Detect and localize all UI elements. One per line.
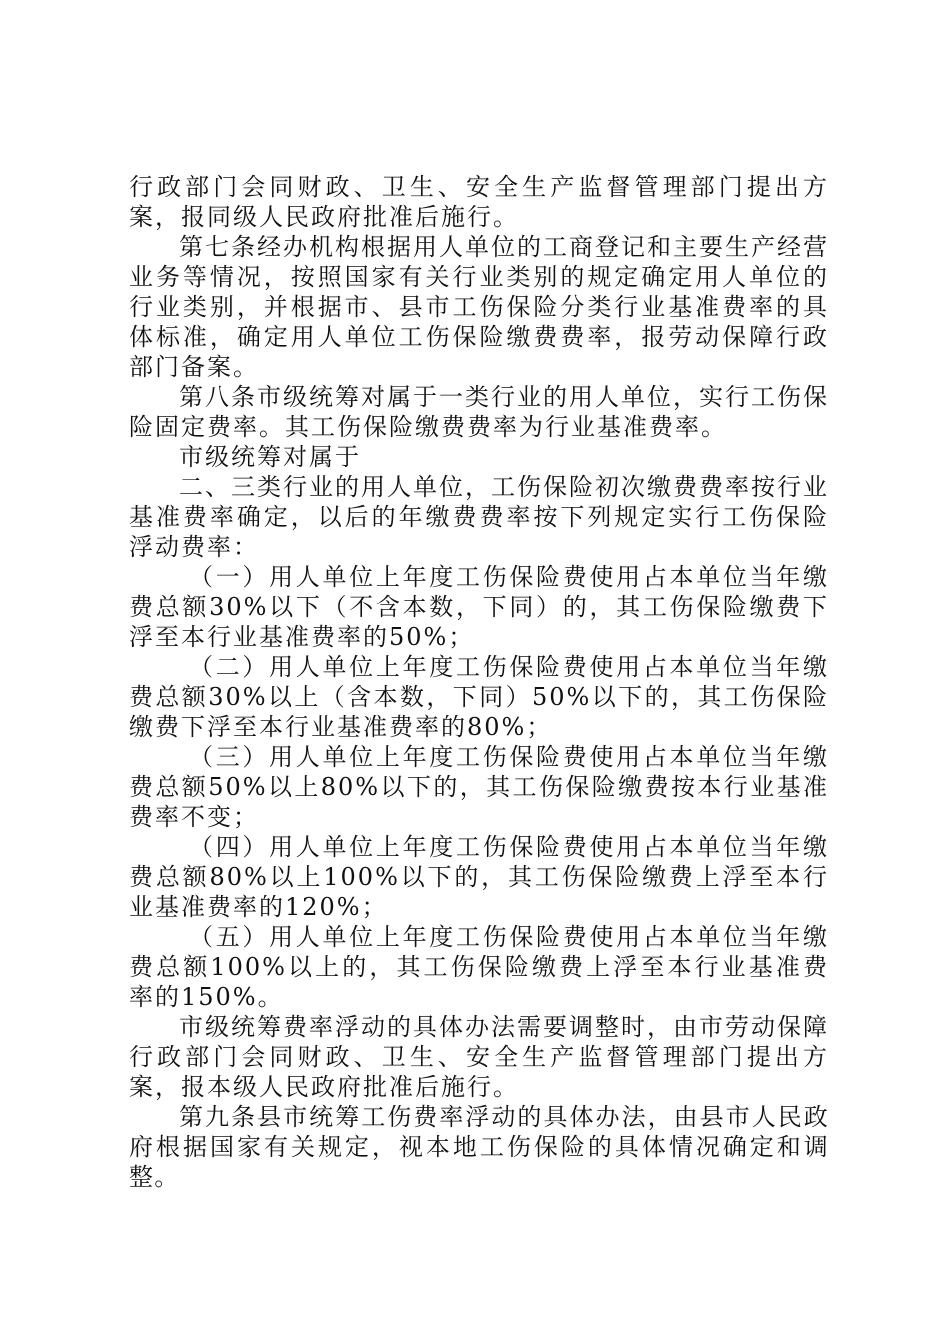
- paragraph-municipal-pooling: 市级统筹对属于: [179, 443, 361, 471]
- list-item-5: （五）用人单位上年度工伤保险费使用占本单位当年缴费总额100%以上的，其工伤保险缴费上浮至本行业基准费率的150%。: [129, 923, 829, 1011]
- document-body: [129, 172, 829, 1192]
- paragraph-class-2-3: 二、三类行业的用人单位，工伤保险初次缴费费率按行业基准费率确定，以后的年缴费费率按下列规定实行工伤保险浮动费率：: [129, 473, 829, 561]
- list-item-3: （三）用人单位上年度工伤保险费使用占本单位当年缴费总额50%以上80%以下的，其工伤保险缴费按本行业基准费率不变；: [129, 743, 829, 831]
- list-item-1: （一）用人单位上年度工伤保险费使用占本单位当年缴费总额30%以下（不含本数，下同）的，其工伤保险缴费下浮至本行业基准费率的50%；: [129, 563, 829, 651]
- paragraph-article-9: 第九条县市统筹工伤费率浮动的具体办法，由县市人民政府根据国家有关规定，视本地工伤保险的具体情况确定和调整。: [129, 1103, 829, 1191]
- paragraph-article-8: 第八条市级统筹对属于一类行业的用人单位，实行工伤保险固定费率。其工伤保险缴费费率为行业基准费率。: [129, 383, 829, 441]
- paragraph-article-7: 第七条经办机构根据用人单位的工商登记和主要生产经营业务等情况，按照国家有关行业类别的规定确定用人单位的行业类别，并根据市、县市工伤保险分类行业基准费率的具体标准，确定用人单位工伤保险缴费费率，报劳动保障行政部门备案。: [129, 233, 829, 381]
- paragraph-continuation: 行政部门会同财政、卫生、安全生产监督管理部门提出方案，报同级人民政府批准后施行。: [129, 173, 829, 231]
- list-item-2: （二）用人单位上年度工伤保险费使用占本单位当年缴费总额30%以上（含本数，下同）50%以下的，其工伤保险缴费下浮至本行业基准费率的80%；: [129, 653, 829, 741]
- paragraph-adjustment: 市级统筹费率浮动的具体办法需要调整时，由市劳动保障行政部门会同财政、卫生、安全生产监督管理部门提出方案，报本级人民政府批准后施行。: [129, 1013, 829, 1101]
- list-item-4: （四）用人单位上年度工伤保险费使用占本单位当年缴费总额80%以上100%以下的，其工伤保险缴费上浮至本行业基准费率的120%；: [129, 833, 829, 921]
